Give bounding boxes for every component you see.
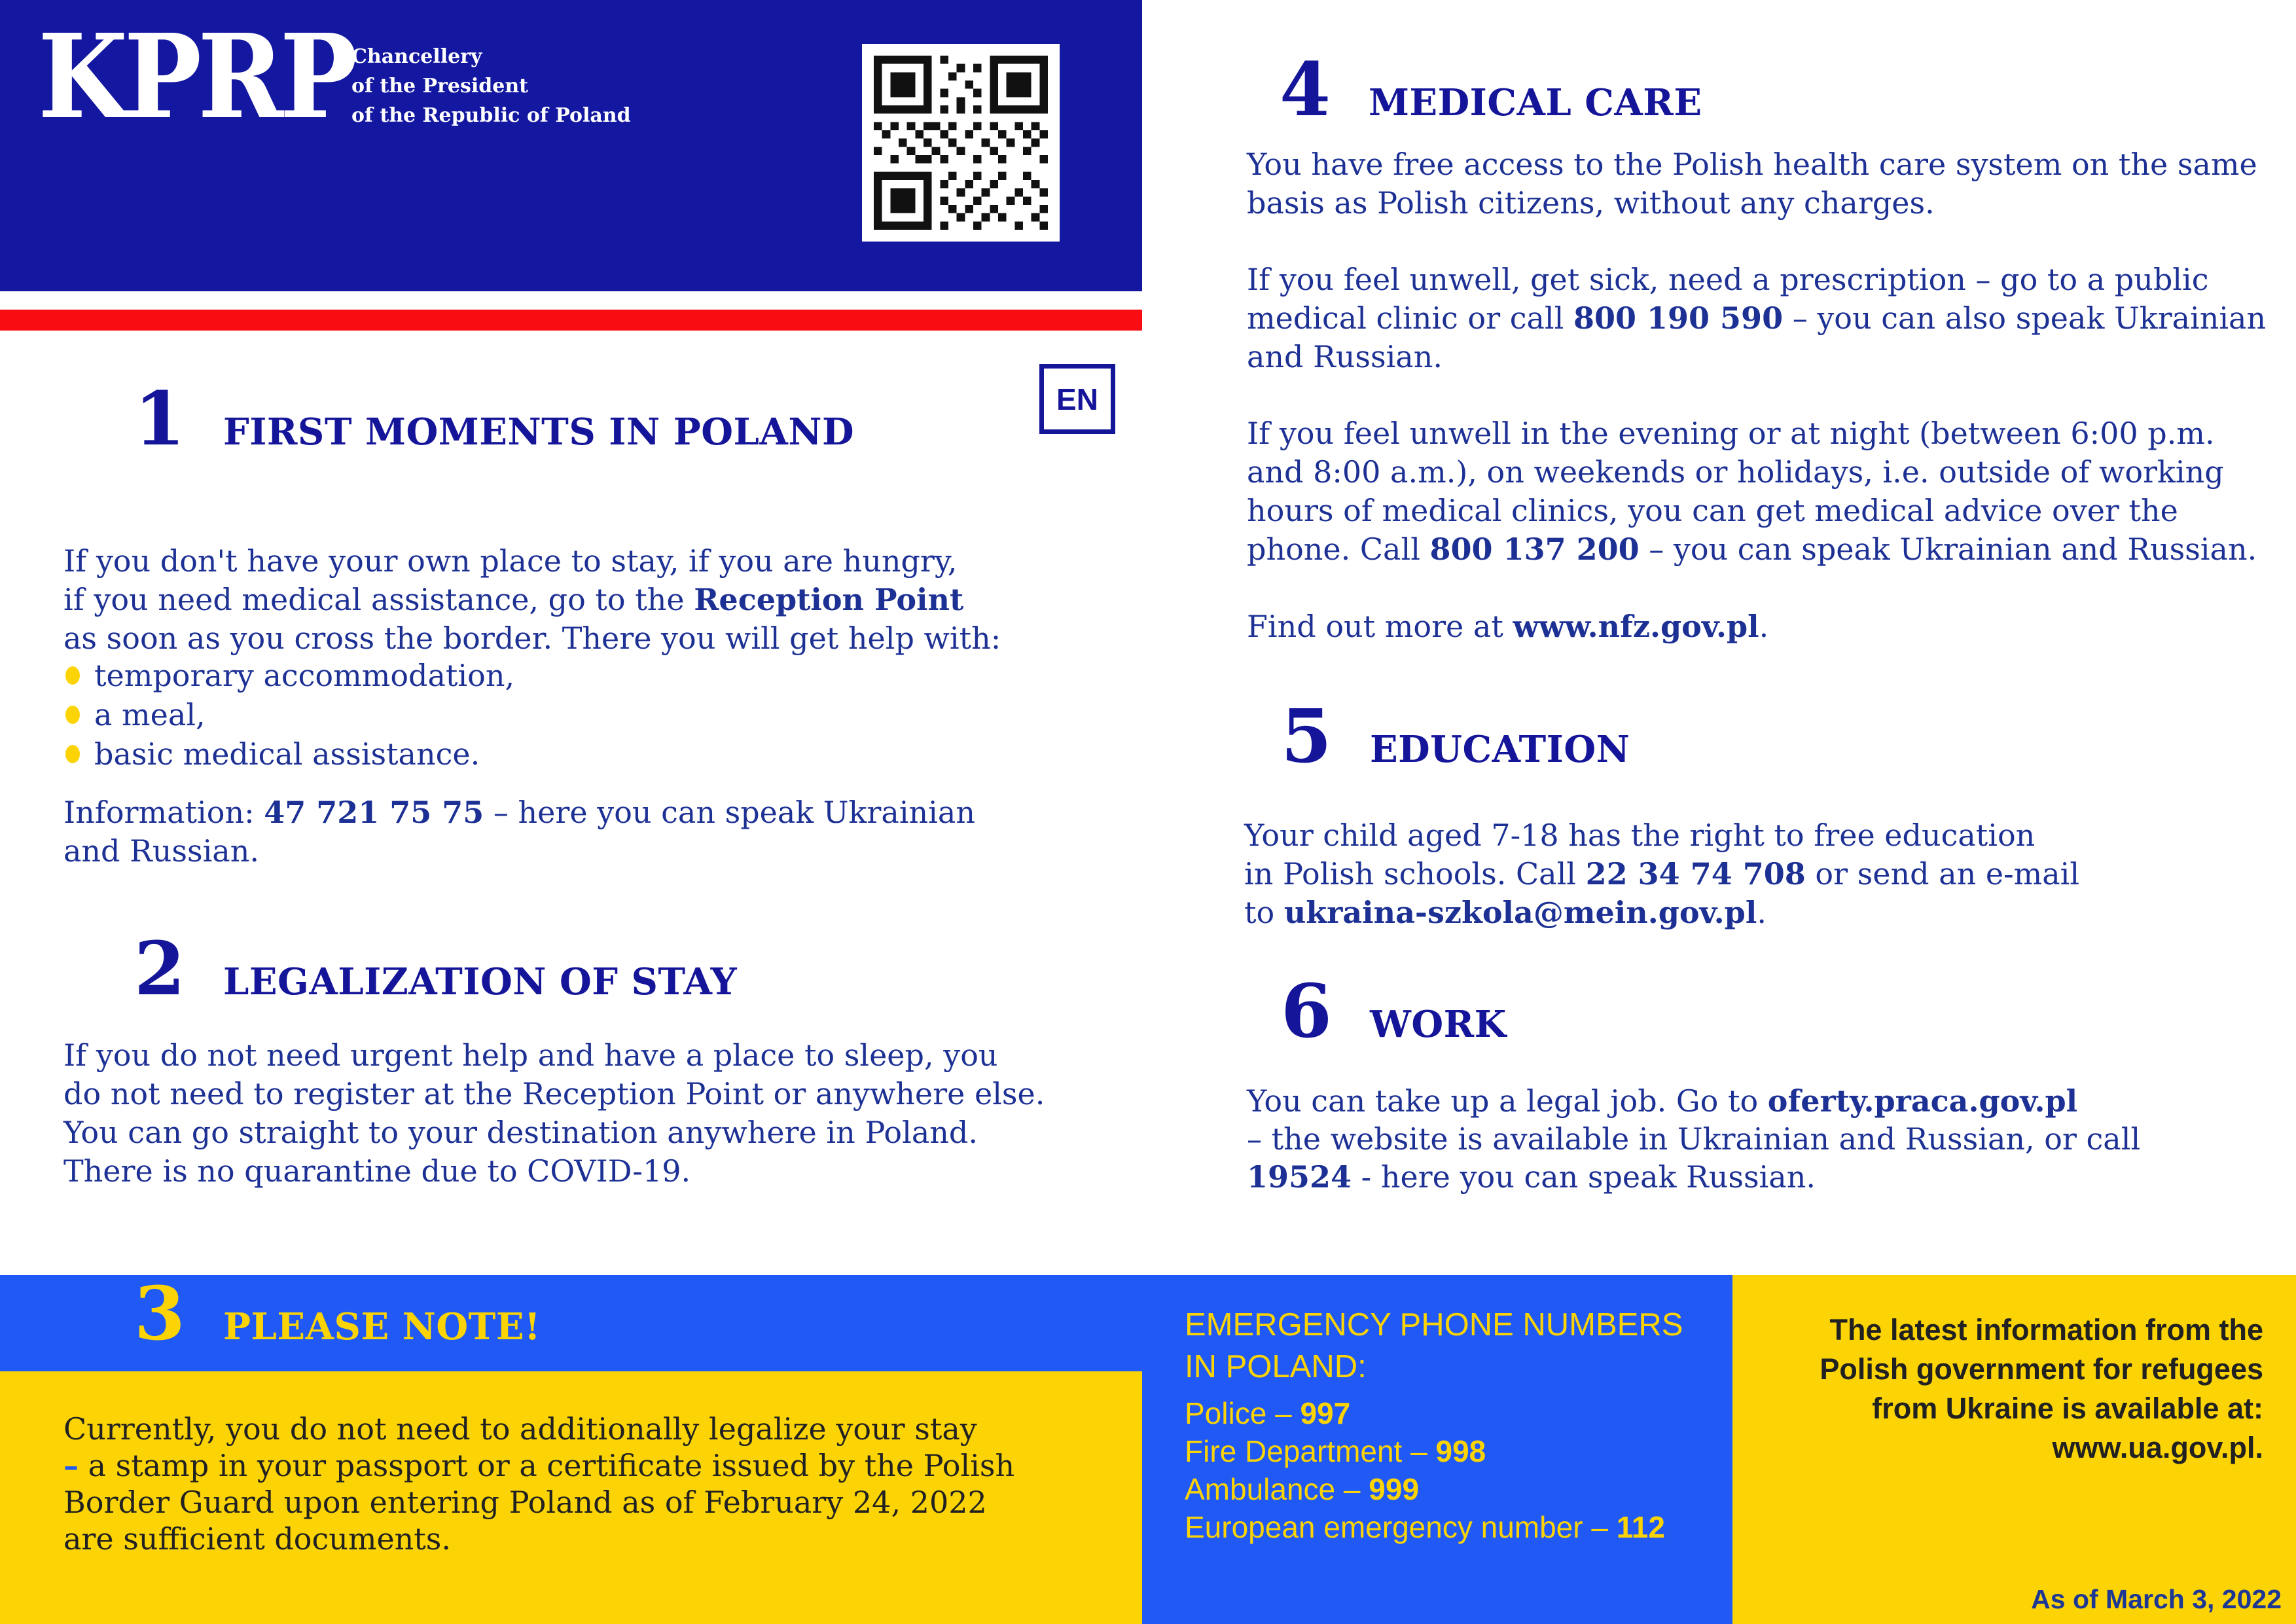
text-line: and Russian. [1247,339,1443,374]
section-4-paragraph [1247,607,1768,646]
text-line: If you feel unwell in the evening or at night (between 6:00 p.m. [1247,416,2215,451]
text-line: basis as Polish citizens, without any charges. [1247,185,1935,221]
red-stripe [0,310,1142,331]
section-number: 6 [1281,969,1332,1055]
text-line: There is no quarantine due to COVID-19. [63,1153,691,1189]
text-segment: – here you can speak Ukrainian [484,795,975,830]
section-4-heading [1280,47,1702,133]
text-line [1247,530,2257,569]
phone-number: 112 [1616,1510,1665,1544]
chancellery-title [351,42,631,130]
text-segment: - here you can speak Russian. [1352,1159,1816,1195]
text-segment: Fire Department – [1185,1434,1436,1468]
section-1-bullets [65,656,514,774]
text-segment: European emergency number – [1185,1510,1617,1544]
email-link[interactable]: ukraina-szkola@mein.gov.pl [1283,895,1757,930]
emergency-item [1185,1432,1665,1470]
emergency-item [1185,1394,1665,1432]
section-3-body [63,1411,1014,1557]
section-title: WORK [1369,1003,1507,1046]
section-number: 4 [1280,47,1331,133]
text-line: If you don't have your own place to stay, if you are hungry, [63,543,958,579]
text-line: are sufficient documents. [63,1521,452,1557]
text-line: You can go straight to your destination anywhere in Poland. [63,1115,978,1150]
chancellery-line: of the President [351,75,529,98]
text-line: – the website is available in Ukrainian and Russian, or call [1247,1121,2141,1157]
text-line [1244,893,2079,932]
text-line: Border Guard upon entering Poland as of February 24, 2022 [63,1485,987,1520]
text-segment: Police – [1185,1396,1300,1430]
section-4-paragraph [1247,145,2257,223]
kprp-logo: KPRP [38,9,354,145]
section-number: 1 [134,376,185,462]
qr-code [862,44,1060,242]
ua-gov-link[interactable]: www.ua.gov.pl. [2052,1431,2263,1464]
emergency-items [1185,1394,1665,1546]
text-segment: Ambulance – [1185,1472,1369,1506]
text-line: as soon as you cross the border. There you will get help with: [63,621,1001,656]
text-segment: medical clinic or call [1247,300,1573,336]
section-title: FIRST MOMENTS IN POLAND [223,410,855,454]
nfz-link[interactable]: www.nfz.gov.pl [1513,609,1759,644]
section-5-heading [1281,694,1630,780]
section-1-body [63,542,1001,658]
section-number: 3 [134,1271,185,1357]
section-1-heading [134,376,855,462]
text-line [63,1447,1014,1484]
text-line: and 8:00 a.m.), on weekends or holidays, i.e. outside of working [1247,454,2224,490]
section-title: LEGALIZATION OF STAY [223,960,738,1003]
section-number: 2 [134,926,185,1012]
text-line: IN POLAND: [1185,1349,1367,1384]
text-segment: Information: [63,795,264,830]
emergency-item [1185,1470,1665,1508]
phone-number: 800 190 590 [1573,300,1784,336]
text-line: Polish government for refugees [1820,1352,2263,1386]
reception-point-bold: Reception Point [694,582,964,617]
phone-number: 22 34 74 708 [1585,856,1806,892]
bullet-dot-icon [65,745,80,763]
text-line: hours of medical clinics, you can get medical advice over the [1247,493,2178,528]
latest-info-panel [1732,1275,2296,1624]
text-line: and Russian. [63,833,259,869]
text-line: You have free access to the Polish health care system on the same [1247,147,2257,182]
text-line [63,581,1001,619]
text-segment: in Polish schools. Call [1244,856,1586,892]
text-line [63,793,975,832]
chancellery-line: Chancellery [351,45,482,68]
section-title: PLEASE NOTE! [223,1305,541,1348]
header-banner [0,0,1142,291]
text-line: If you do not need urgent help and have a place to sleep, you [63,1038,998,1073]
section-6-body [1247,1082,2140,1196]
language-badge [1039,364,1115,434]
text-segment: – you can also speak Ukrainian [1783,300,2267,336]
phone-number: 997 [1300,1396,1351,1430]
text-segment: You can take up a legal job. Go to [1247,1083,1768,1119]
section-6-heading [1281,969,1507,1055]
text-segment: phone. Call [1247,532,1430,567]
emergency-item [1185,1508,1665,1546]
text-line [1247,1082,2140,1120]
section-4-paragraph [1247,261,2266,376]
text-segment: if you need medical assistance, go to the [63,582,694,617]
section-3-heading [134,1271,541,1357]
text-line [1247,1158,2140,1196]
text-line [1247,607,1768,646]
section-1-info [63,793,975,871]
bullet-text: temporary accommodation, [94,657,515,693]
text-line: Currently, you do not need to additionally legalize your stay [63,1411,977,1447]
bullet-text: basic medical assistance. [94,736,480,772]
text-segment: – you can speak Ukrainian and Russian. [1639,532,2257,567]
text-line: The latest information from the [1829,1313,2263,1346]
section-5-body [1244,816,2079,932]
section-title: EDUCATION [1369,728,1630,771]
praca-link[interactable]: oferty.praca.gov.pl [1767,1083,2078,1119]
phone-number: 999 [1369,1472,1420,1506]
text-line [1244,855,2079,893]
phone-number: 800 137 200 [1429,532,1640,567]
list-item [65,695,514,734]
section-number: 5 [1281,694,1332,780]
text-segment: or send an e-mail [1805,856,2080,892]
section-2-body [63,1036,1045,1191]
phone-number: 47 721 75 75 [264,795,484,830]
phone-number: 19524 [1247,1159,1352,1195]
section-4-paragraph [1247,414,2257,569]
list-item [65,734,514,774]
bullet-text: a meal, [94,696,206,732]
language-badge-label: EN [1056,382,1098,416]
section-title: MEDICAL CARE [1368,81,1702,124]
text-line: EMERGENCY PHONE NUMBERS [1185,1307,1683,1343]
text-segment: to [1244,895,1284,930]
text-segment: . [1757,895,1767,930]
text-line: If you feel unwell, get sick, need a prescription – go to a public [1247,262,2209,297]
latest-info-text [1765,1310,2263,1468]
phone-number: 998 [1435,1434,1486,1468]
bullet-dot-icon [65,706,80,724]
bullet-dot-icon [65,666,80,685]
as-of-date: As of March 3, 2022 [2031,1584,2282,1614]
emergency-numbers-panel [1142,1275,1732,1624]
emergency-title [1185,1304,1683,1388]
dash-accent: – [63,1448,79,1483]
text-segment: . [1759,609,1769,644]
text-line: Your child aged 7-18 has the right to free education [1244,818,2036,853]
section-2-heading [134,926,738,1012]
text-segment: Find out more at [1247,609,1513,644]
chancellery-line: of the Republic of Poland [351,104,631,127]
text-segment: a stamp in your passport or a certificate issued by the Polish [79,1448,1015,1483]
list-item [65,656,514,695]
text-line [1247,299,2266,338]
text-line: from Ukraine is available at: [1872,1392,2263,1425]
text-line: do not need to register at the Reception Point or anywhere else. [63,1076,1045,1111]
